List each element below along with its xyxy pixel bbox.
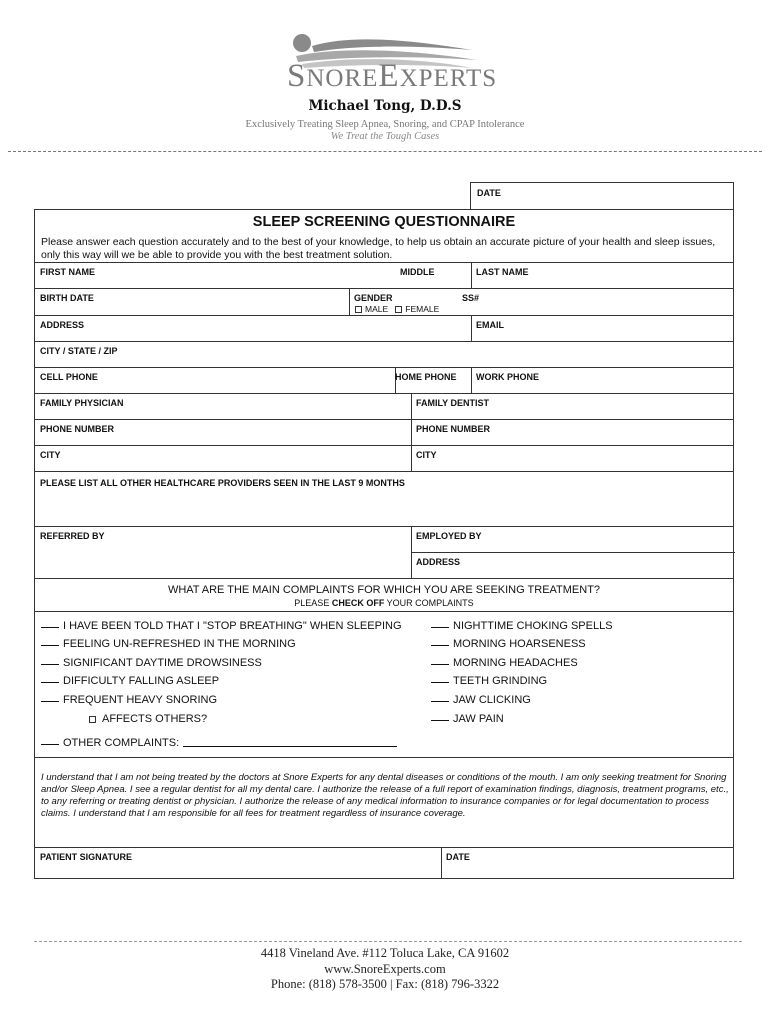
tagline-secondary: We Treat the Tough Cases (330, 131, 440, 142)
employer-address-label: ADDRESS (416, 557, 461, 567)
doctor-name: Michael Tong, D.D.S (308, 98, 462, 114)
employed-by-label: EMPLOYED BY (416, 531, 482, 541)
gender-field (349, 289, 457, 315)
referred-by-field[interactable] (35, 527, 411, 579)
home-phone-label: HOME PHONE (395, 372, 457, 382)
header-divider (8, 151, 762, 152)
other-providers-row (35, 471, 733, 526)
checkbox-icon[interactable] (395, 306, 402, 313)
logo-text: SNOREEXPERTS (287, 58, 498, 94)
first-name-field[interactable] (35, 263, 395, 288)
family-physician-label: FAMILY PHYSICIAN (40, 398, 124, 408)
employed-by-field[interactable] (411, 527, 735, 552)
last-name-label: LAST NAME (476, 267, 529, 277)
complaint-choking[interactable]: NIGHTTIME CHOKING SPELLS (431, 619, 613, 632)
checkbox-icon[interactable] (89, 716, 96, 723)
birth-date-field[interactable] (35, 289, 349, 315)
ss-field[interactable] (457, 289, 735, 315)
complaint-falling-asleep[interactable]: DIFFICULTY FALLING ASLEEP (41, 674, 219, 687)
complaint-jaw-pain[interactable]: JAW PAIN (431, 712, 504, 725)
address-field[interactable] (35, 316, 471, 341)
email-field[interactable] (471, 316, 735, 341)
referral-row (35, 526, 733, 552)
complaint-jaw-clicking[interactable]: JAW CLICKING (431, 693, 531, 706)
referred-by-label: REFERRED BY (40, 531, 105, 541)
complaint-teeth-grinding[interactable]: TEETH GRINDING (431, 674, 547, 687)
complaint-stop-breathing[interactable]: I HAVE BEEN TOLD THAT I "STOP BREATHING" WHEN SLEEPING (41, 619, 402, 632)
name-row (35, 262, 733, 288)
physician-phone-label: PHONE NUMBER (40, 424, 115, 434)
cell-phone-label: CELL PHONE (40, 372, 98, 382)
first-name-label: FIRST NAME (40, 267, 95, 277)
provider-phone-row (35, 419, 733, 445)
female-option: FEMALE (405, 304, 440, 314)
address-label: ADDRESS (40, 320, 85, 330)
questionnaire-form (34, 209, 734, 879)
dentist-phone-label: PHONE NUMBER (416, 424, 491, 434)
date-label: DATE (477, 188, 501, 198)
family-dentist-field[interactable] (411, 394, 735, 419)
complaint-hoarseness[interactable]: MORNING HOARSENESS (431, 637, 586, 650)
phone-row (35, 367, 733, 393)
cell-phone-field[interactable] (35, 368, 395, 393)
footer-phone: Phone: (818) 578-3500 | Fax: (818) 796-3322 (270, 977, 500, 991)
city-state-zip-row (35, 341, 733, 367)
dentist-city-field[interactable] (411, 446, 735, 471)
physician-city-label: CITY (40, 450, 61, 460)
complaint-other[interactable]: OTHER COMPLAINTS: (41, 736, 397, 749)
signature-date-label: DATE (446, 852, 470, 862)
home-phone-field[interactable] (390, 368, 471, 393)
legal-statement: I understand that I am not being treated by the doctors at Snore Experts for any dental diseases or conditions of the mouth. I am only seeking treatment for Snoring and/or Sleep Apnea. I see a regular dentist for all my dental care. I authorize the release of a full report of examination findings, diagnosis, treatment programs, etc., to any referring or treating dentist or physician. I authorize the release of any medical information to insurance companies or for legal documentation to process claims. I understand that I am responsible for all fees for treatment regardless of insurance coverage. (41, 772, 729, 819)
work-phone-field[interactable] (471, 368, 735, 393)
other-complaints-input[interactable] (183, 737, 397, 747)
work-phone-label: WORK PHONE (476, 372, 539, 382)
gender-options (355, 304, 439, 314)
patient-signature-field[interactable] (35, 848, 441, 879)
address-row (35, 315, 733, 341)
family-physician-field[interactable] (35, 394, 411, 419)
dentist-city-label: CITY (416, 450, 437, 460)
city-state-zip-label: CITY / STATE / ZIP (40, 346, 118, 356)
other-providers-field[interactable] (35, 472, 735, 526)
family-dentist-label: FAMILY DENTIST (416, 398, 490, 408)
complaint-unrefreshed[interactable]: FEELING UN-REFRESHED IN THE MORNING (41, 637, 296, 650)
signature-date-field[interactable] (441, 848, 735, 879)
birth-date-label: BIRTH DATE (40, 293, 94, 303)
complaint-daytime-drowsiness[interactable]: SIGNIFICANT DAYTIME DROWSINESS (41, 656, 262, 669)
footer-divider (34, 941, 742, 942)
date-field[interactable] (470, 182, 734, 209)
birth-row (35, 288, 733, 315)
provider-city-row (35, 445, 733, 471)
middle-label: MIDDLE (400, 267, 435, 277)
physician-city-field[interactable] (35, 446, 411, 471)
patient-signature-label: PATIENT SIGNATURE (40, 852, 132, 862)
form-intro: Please answer each question accurately and to the best of your knowledge, to help us obtain an accurate picture of your health and sleep issues, only this way will we be able to provide you with the best treatment solution. (41, 236, 716, 261)
gender-label: GENDER (354, 293, 393, 303)
ss-label: SS# (462, 293, 480, 303)
tagline: Exclusively Treating Sleep Apnea, Snoring, and CPAP Intolerance (245, 119, 525, 130)
signature-row (35, 847, 733, 879)
complaints-header (35, 578, 733, 611)
employer-address-row (411, 552, 735, 578)
middle-name-field[interactable] (395, 263, 471, 288)
complaint-headaches[interactable]: MORNING HEADACHES (431, 656, 578, 669)
footer-address: 4418 Vineland Ave. #112 Toluca Lake, CA 91602 (260, 946, 510, 960)
dentist-phone-field[interactable] (411, 420, 735, 445)
complaints-list (35, 611, 733, 757)
other-providers-label: PLEASE LIST ALL OTHER HEALTHCARE PROVIDERS SEEN IN THE LAST 9 MONTHS (40, 478, 405, 488)
complaints-heading: WHAT ARE THE MAIN COMPLAINTS FOR WHICH YOU ARE SEEKING TREATMENT? (167, 584, 601, 596)
city-state-zip-field[interactable] (35, 342, 735, 367)
form-title: SLEEP SCREENING QUESTIONNAIRE (252, 214, 516, 230)
last-name-field[interactable] (471, 263, 735, 288)
employer-address-field[interactable] (411, 553, 735, 578)
complaint-affects-others[interactable]: AFFECTS OTHERS? (89, 713, 207, 725)
footer-website[interactable]: www.SnoreExperts.com (324, 962, 446, 976)
checkbox-icon[interactable] (355, 306, 362, 313)
male-option: MALE (365, 304, 389, 314)
complaints-subheading: PLEASE CHECK OFF YOUR COMPLAINTS (294, 598, 474, 608)
email-label: EMAIL (476, 320, 504, 330)
physician-phone-field[interactable] (35, 420, 411, 445)
provider-row (35, 393, 733, 419)
complaint-heavy-snoring[interactable]: FREQUENT HEAVY SNORING (41, 693, 217, 706)
